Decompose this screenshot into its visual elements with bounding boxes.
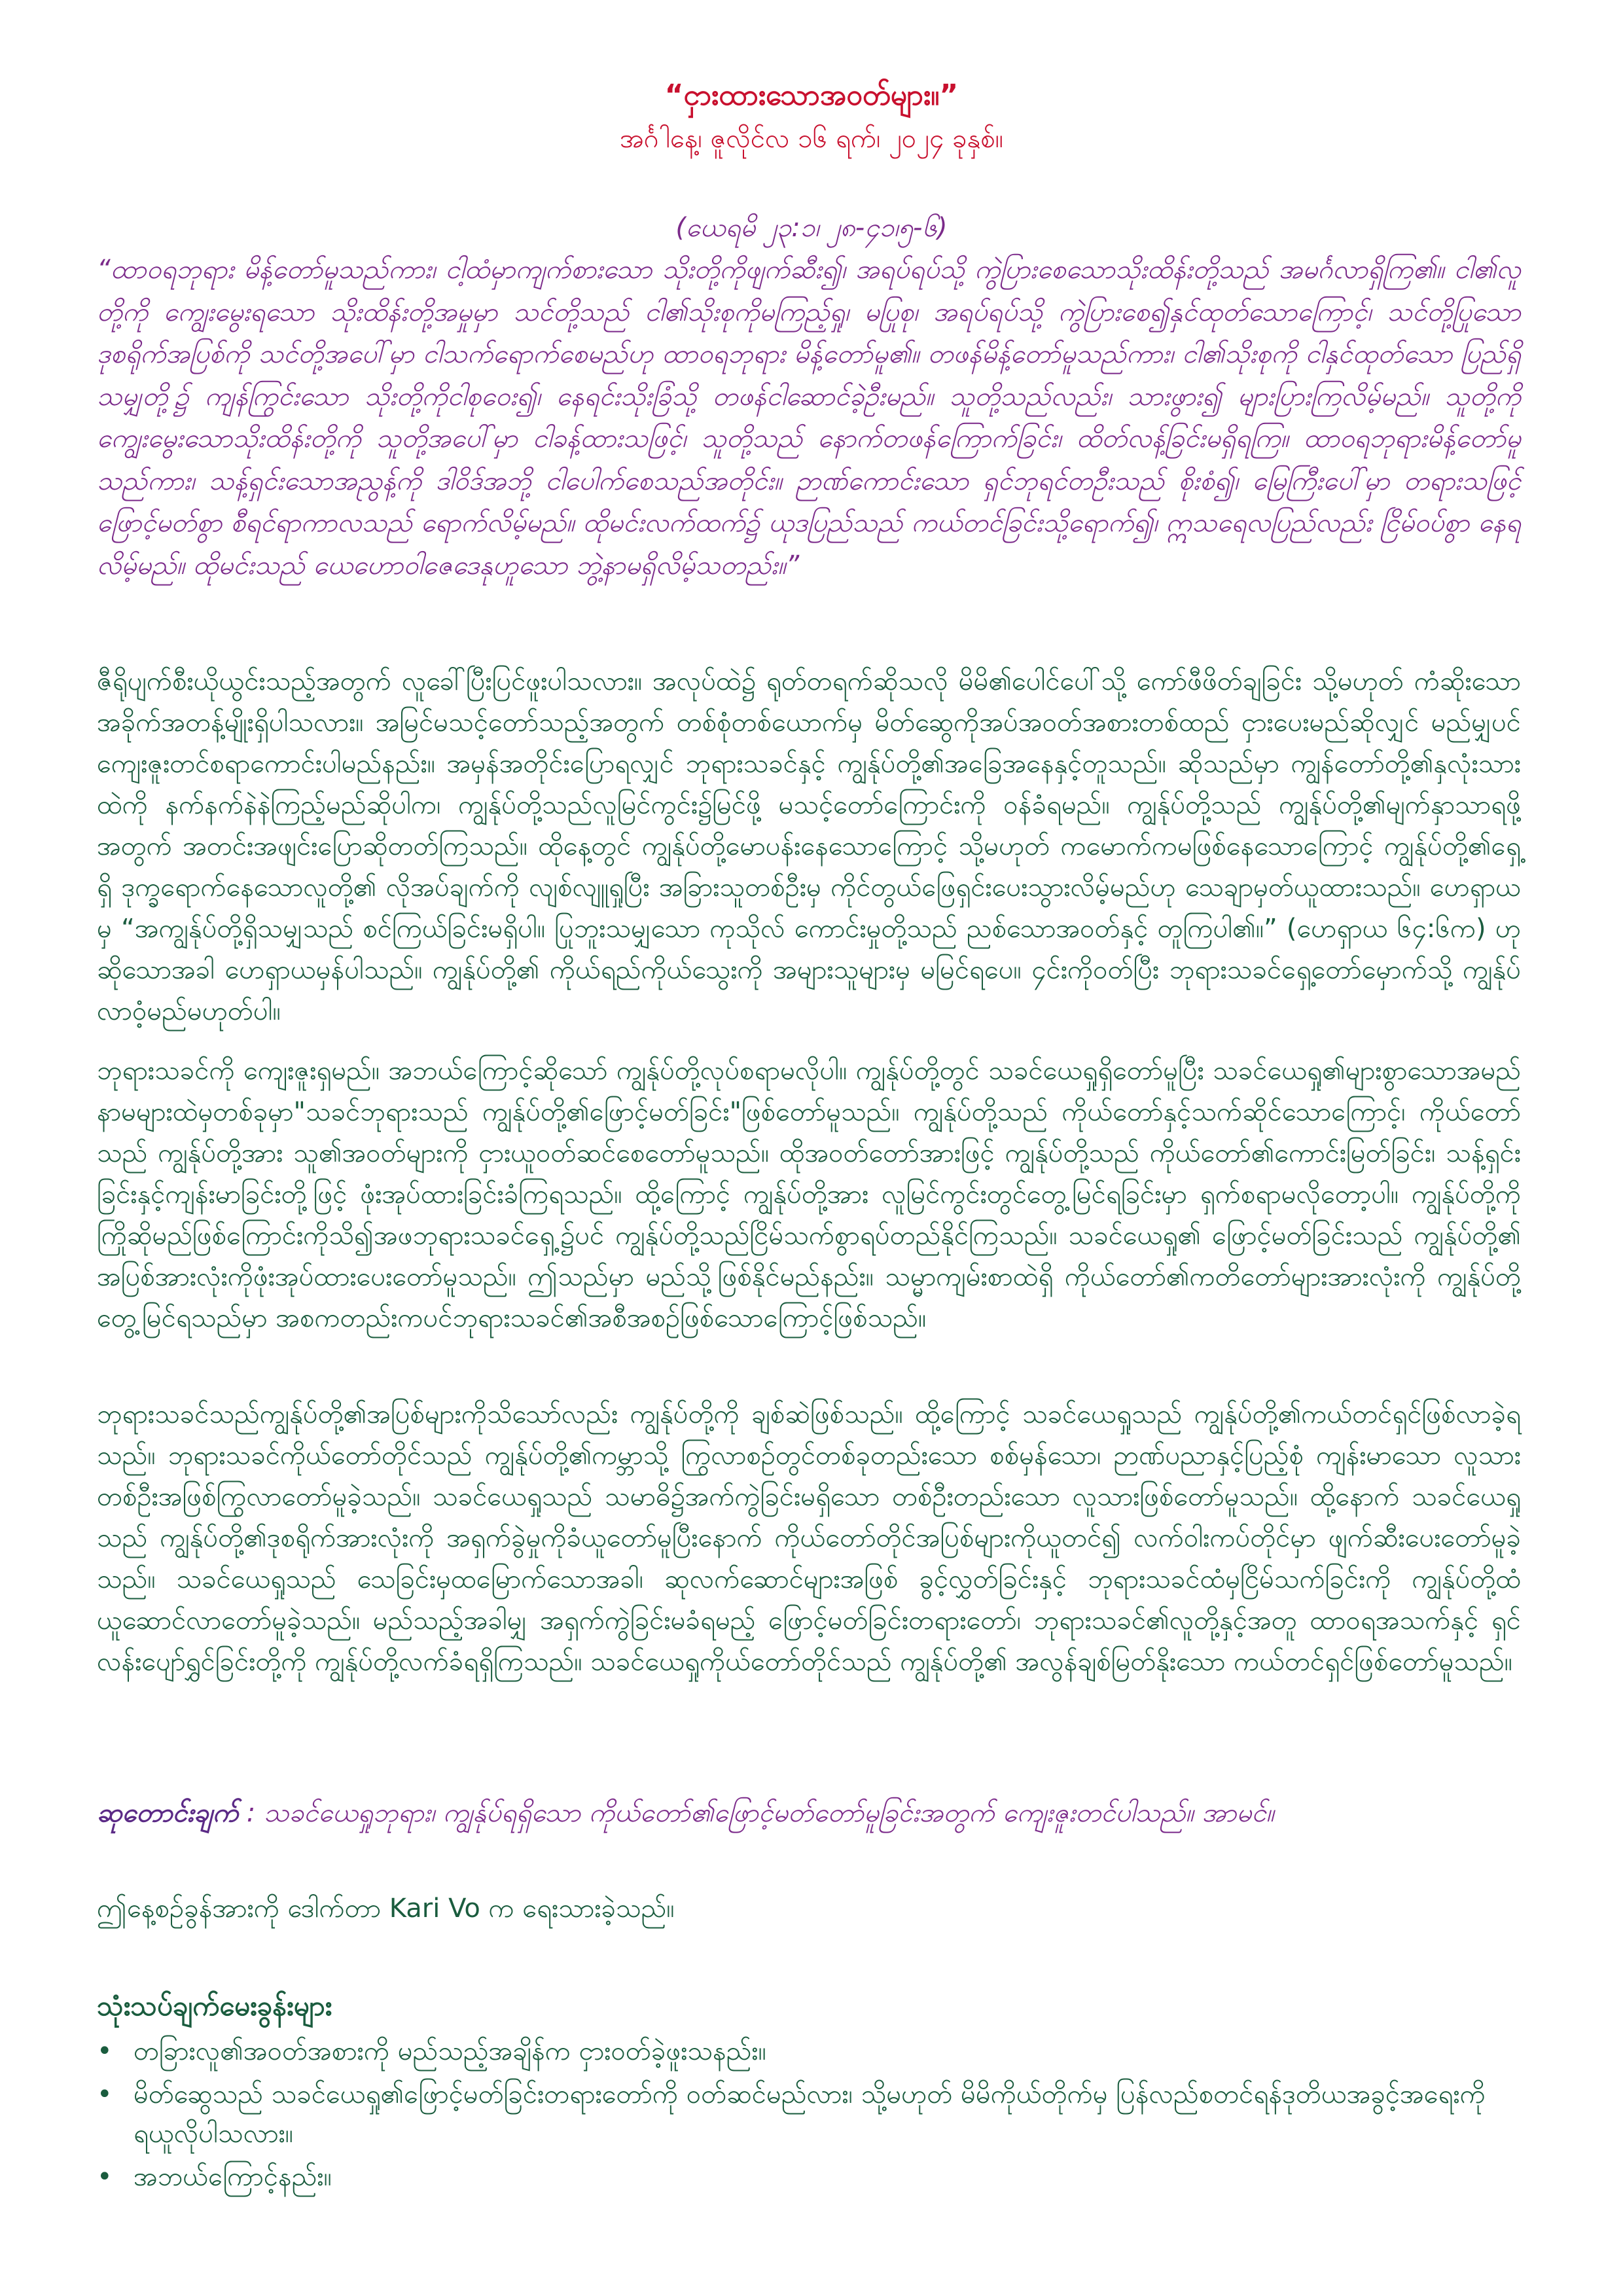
body-paragraph-2: ဘုရားသခင်ကို ကျေးဇူးရှမည်။ အဘယ်ကြောင့်ဆိုသော် ကျွန်ုပ်တို့လုပ်စရာမလိုပါ။ ကျွန်ုပ်တို့တွင် သခင်ယေရှုရှိတော်မူပြီး သခင်ယေရှု၏များစွာသောအမည်နာမများထဲမှတစ်ခုမှာ"သခင်ဘုရားသည် ကျွန်ုပ်တို့၏ဖြောင့်မတ်ခြင်း"ဖြစ်တော်မူသည်။ ကျွန်ုပ်တို့သည် ကိုယ်တော်နှင့်သက်ဆိုင်သောကြောင့်၊ ကိုယ်တော်သည် ကျွန်ုပ်တို့အား သူ၏အဝတ်များကို ငှားယူဝတ်ဆင်စေတော်မူသည်။ ထိုအဝတ်တော်အားဖြင့် ကျွန်ုပ်တို့သည် ကိုယ်တော်၏ကောင်းမြတ်ခြင်း၊ သန့်ရှင်းခြင်းနှင့်ကျန်းမာခြင်းတို့ဖြင့် ဖုံးအုပ်ထားခြင်းခံကြရသည်။ ထို့ကြောင့် ကျွန်ုပ်တို့အား လူမြင်ကွင်းတွင်တွေ့မြင်ရခြင်းမှာ ရှက်စရာမလိုတော့ပါ။ ကျွန်ုပ်တို့ကို ကြိုဆိုမည်ဖြစ်ကြောင်းကိုသိ၍အဖဘုရားသခင်ရှေ့၌ပင် ကျွန်ုပ်တို့သည်ငြိမ်သက်စွာရပ်တည်နိုင်ကြသည်။ သခင်ယေရှု၏ ဖြောင့်မတ်ခြင်းသည် ကျွန်ုပ်တို့၏ အပြစ်အားလုံးကိုဖုံးအုပ်ထားပေးတော်မူသည်။ ဤသည်မှာ မည်သို့ဖြစ်နိုင်မည်နည်း။ သမ္မာကျမ်းစာထဲရှိ ကိုယ်တော်၏ကတိတော်များအားလုံးကို ကျွန်ုပ်တို့တွေ့မြင်ရသည်မှာ အစကတည်းကပင်ဘုရားသခင်၏အစီအစဉ်ဖြစ်သောကြောင့်ဖြစ်သည်။ — [97, 1056, 1521, 1333]
author-line: ဤနေ့စဉ်ခွန်အားကို ဒေါက်တာ Kari Vo က ရေးသားခဲ့သည်။ — [97, 1893, 675, 1924]
scripture-text: “ထာဝရဘုရား မိန့်တော်မူသည်ကား၊ ငါ့ထံမှာကျက်စားသော သိုးတို့ကိုဖျက်ဆီး၍၊ အရပ်ရပ်သို့ ကွဲပြားစေသောသိုးထိန်းတို့သည် အမင်္ဂလာရှိကြ၏။ ငါ၏လူတို့ကို ကျွေးမွေးရသော သိုးထိန်းတို့အမှုမှာ သင်တို့သည် ငါ၏သိုးစုကိုမကြည့်ရှု၊ မပြုစု၊ အရပ်ရပ်သို့ ကွဲပြားစေ၍နှင်ထုတ်သောကြောင့်၊ သင်တို့ပြုသော ဒုစရိုက်အပြစ်ကို သင်တို့အပေါ်မှာ ငါသက်ရောက်စေမည်ဟု ထာဝရဘုရား မိန့်တော်မူ၏။ တဖန်မိန့်တော်မူသည်ကား၊ ငါ၏သိုးစုကို ငါနှင်ထုတ်သော ပြည်ရှိသမျှတို့၌ ကျန်ကြွင်းသော သိုးတို့ကိုငါစုဝေး၍၊ နေရင်းသိုးခြံသို့ တဖန်ငါဆောင်ခဲ့ဦးမည်။ သူတို့သည်လည်း၊ သားဖွား၍ များပြားကြလိမ့်မည်။ သူတို့ကို ကျွေးမွေးသောသိုးထိန်းတို့ကို သူတို့အပေါ်မှာ ငါခန့်ထားသဖြင့်၊ သူတို့သည် နောက်တဖန်ကြောက်ခြင်း၊ ထိတ်လန့်ခြင်းမရှိရကြ။ ထာဝရဘုရားမိန့်တော်မူသည်ကား၊ သန့်ရှင်းသောအညွန့်ကို ဒါဝိဒ်အဘို့ ငါပေါက်စေသည်အတိုင်း။ ဉာဏ်ကောင်းသော ရှင်ဘုရင်တဦးသည် စိုးစံ၍၊ မြေကြီးပေါ်မှာ တရားသဖြင့် ဖြောင့်မတ်စွာ စီရင်ရာကာလသည် ရောက်လိမ့်မည်။ ထိုမင်းလက်ထက်၌ ယုဒပြည်သည် ကယ်တင်ခြင်းသို့ရောက်၍၊ ဣသရေလပြည်လည်း ငြိမ်ဝပ်စွာ နေရလိမ့်မည်။ ထိုမင်းသည် ယေဟောဝါဇေဒေနုဟူသော ဘွဲ့နာမရှိလိမ့်သတည်း။” — [97, 255, 1521, 581]
reflection-question: • အဘယ်ကြောင့်နည်း။ — [97, 2157, 1521, 2197]
reflection-questions-heading: သုံးသပ်ချက်မေးခွန်းများ — [97, 1990, 332, 2022]
prayer — [97, 1793, 1521, 1833]
body-paragraph-3: ဘုရားသခင်သည်ကျွန်ုပ်တို့၏အပြစ်များကိုသိသော်လည်း ကျွန်ုပ်တို့ကို ချစ်ဆဲဖြစ်သည်။ ထို့ကြောင့် သခင်ယေရှုသည် ကျွန်ုပ်တို့၏ကယ်တင်ရှင်ဖြစ်လာခဲ့ရသည်။ ဘုရားသခင်ကိုယ်တော်တိုင်သည် ကျွန်ုပ်တို့၏ကမ္ဘာသို့ ကြွလာစဉ်တွင်တစ်ခုတည်းသော စစ်မှန်သော၊ ဉာဏ်ပညာနှင့်ပြည့်စုံ ကျန်းမာသော လူသားတစ်ဦးအဖြစ်ကြွလာတော်မူခဲ့သည်။ သခင်ယေရှုသည် သမာဓိ၌အက်ကွဲခြင်းမရှိသော တစ်ဦးတည်းသော လူသားဖြစ်တော်မူသည်။ ထို့နောက် သခင်ယေရှုသည် ကျွန်ုပ်တို့၏ဒုစရိုက်အားလုံးကို အရှက်ခွဲမှုကိုခံယူတော်မူပြီးနောက် ကိုယ်တော်တိုင်အပြစ်များကိုယူတင်၍ လက်ဝါးကပ်တိုင်မှာ ဖျက်ဆီးပေးတော်မူခဲ့သည်။ သခင်ယေရှုသည် သေခြင်းမှထမြောက်သောအခါ၊ ဆုလက်ဆောင်များအဖြစ် ခွင့်လွှတ်ခြင်းနှင့် ဘုရားသခင်ထံမှငြိမ်သက်ခြင်းကို ကျွန်ုပ်တို့ထံယူဆောင်လာတော်မူခဲ့သည်။ မည်သည့်အခါမျှ အရှက်ကွဲခြင်းမခံရမည့် ဖြောင့်မတ်ခြင်းတရားတော်၊ ဘုရားသခင်၏လူတို့နှင့်အတူ ထာဝရအသက်နှင့် ရှင်လန်းပျော်ရွှင်ခြင်းတို့ကို ကျွန်ုပ်တို့လက်ခံရရှိကြသည်။ သခင်ယေရှုကိုယ်တော်တိုင်သည် ကျွန်ုပ်တို့၏ အလွန်ချစ်မြတ်နိုးသော ကယ်တင်ရှင်ဖြစ်တော်မူသည်။ — [97, 1399, 1521, 1677]
scripture-reference: (ယေရမိ ၂၃:၁၊ ၂၈-၄၁၊၅-၆) — [675, 213, 948, 243]
reflection-questions-list — [97, 2032, 1521, 2200]
prayer-text: : သခင်ယေရှုဘုရား၊ ကျွန်ုပ်ရရှိသော ကိုယ်တော်၏ဖြောင့်မတ်တော်မူခြင်းအတွက် ကျေးဇူးတင်ပါသည်။ အာမင်။ — [238, 1798, 1274, 1828]
devotional-date: အင်္ဂါနေ့၊ ဇူလိုင်လ ၁၆ ရက်၊ ၂၀၂၄ ခုနှစ်။ — [620, 124, 1003, 154]
prayer-label: ဆုတောင်းချက် — [97, 1798, 239, 1828]
reflection-question: • တခြားလူ၏အဝတ်အစားကို မည်သည့်အချိန်က ငှားဝတ်ခဲ့ဖူးသနည်း။ — [97, 2032, 1521, 2071]
devotional-title: “ငှားထားသောအဝတ်များ။” — [664, 79, 959, 112]
body-paragraph-1: ဇီရိုပျက်စီးယိုယွင်းသည့်အတွက် လူခေါ်ပြီးပြင်ဖူးပါသလား။ အလုပ်ထဲ၌ ရုတ်တရက်ဆိုသလို မိမိ၏ပေါင်ပေါ်သို့ ကော်ဖီဖိတ်ချခြင်း သို့မဟုတ် ကံဆိုးသောအခိုက်အတန့်မျိုးရှိပါသလား။ အမြင်မသင့်တော်သည့်အတွက် တစ်စုံတစ်ယောက်မှ မိတ်ဆွေကိုအပ်အဝတ်အစားတစ်ထည် ငှားပေးမည်ဆိုလျှင် မည်မျှပင် ကျေးဇူးတင်စရာကောင်းပါမည်နည်း။ အမှန်အတိုင်းပြောရလျှင် ဘုရားသခင်နှင့် ကျွန်ုပ်တို့၏အခြေအနေနှင့်တူသည်။ ဆိုသည်မှာ ကျွန်တော်တို့၏နှလုံးသားထဲကို နက်နက်နဲနဲကြည့်မည်ဆိုပါက၊ ကျွန်ုပ်တို့သည်လူမြင်ကွင်း၌မြင်ဖို့ မသင့်တော်ကြောင်းကို ဝန်ခံရမည်။ ကျွန်ုပ်တို့သည် ကျွန်ုပ်တို့၏မျက်နှာသာရဖို့အတွက် အတင်းအဖျင်းပြောဆိုတတ်ကြသည်။ ထိုနေ့တွင် ကျွန်ုပ်တို့မောပန်းနေသောကြောင့် သို့မဟုတ် ကမောက်ကမဖြစ်နေသောကြောင့် ကျွန်ုပ်တို့၏ရှေ့ရှိ ဒုက္ခရောက်နေသောလူတို့၏ လိုအပ်ချက်ကို လျစ်လျူရှုပြီး အခြားသူတစ်ဦးမှ ကိုင်တွယ်ဖြေရှင်းပေးသွားလိမ့်မည်ဟု သေချာမှတ်ယူထားသည်။ ဟေရှာယမှ “အကျွန်ုပ်တို့ရှိသမျှသည် စင်ကြယ်ခြင်းမရှိပါ။ ပြုဘူးသမျှသော ကုသိုလ် ကောင်းမှုတို့သည် ညစ်သောအဝတ်နှင့် တူကြပါ၏။” (ဟေရှာယ ၆၄:၆က) ဟုဆိုသောအခါ ဟေရှာယမှန်ပါသည်။ ကျွန်ုပ်တို့၏ ကိုယ်ရည်ကိုယ်သွေးကို အများသူများမှ မမြင်ရပေ။ ၄င်းကိုဝတ်ပြီး ဘုရားသခင်ရှေ့တော်မှောက်သို့ ကျွန်ုပ်လာဝံ့မည်မဟုတ်ပါ။ — [97, 666, 1521, 1026]
reflection-question: • မိတ်ဆွေသည် သခင်ယေရှု၏ဖြောင့်မတ်ခြင်းတရားတော်ကို ဝတ်ဆင်မည်လား၊ သို့မဟုတ် မိမိကိုယ်တိုက်မှ ပြန်လည်စတင်ရန်ဒုတိယအခွင့်အရေးကို ရယူလိုပါသလား။ — [97, 2075, 1521, 2153]
